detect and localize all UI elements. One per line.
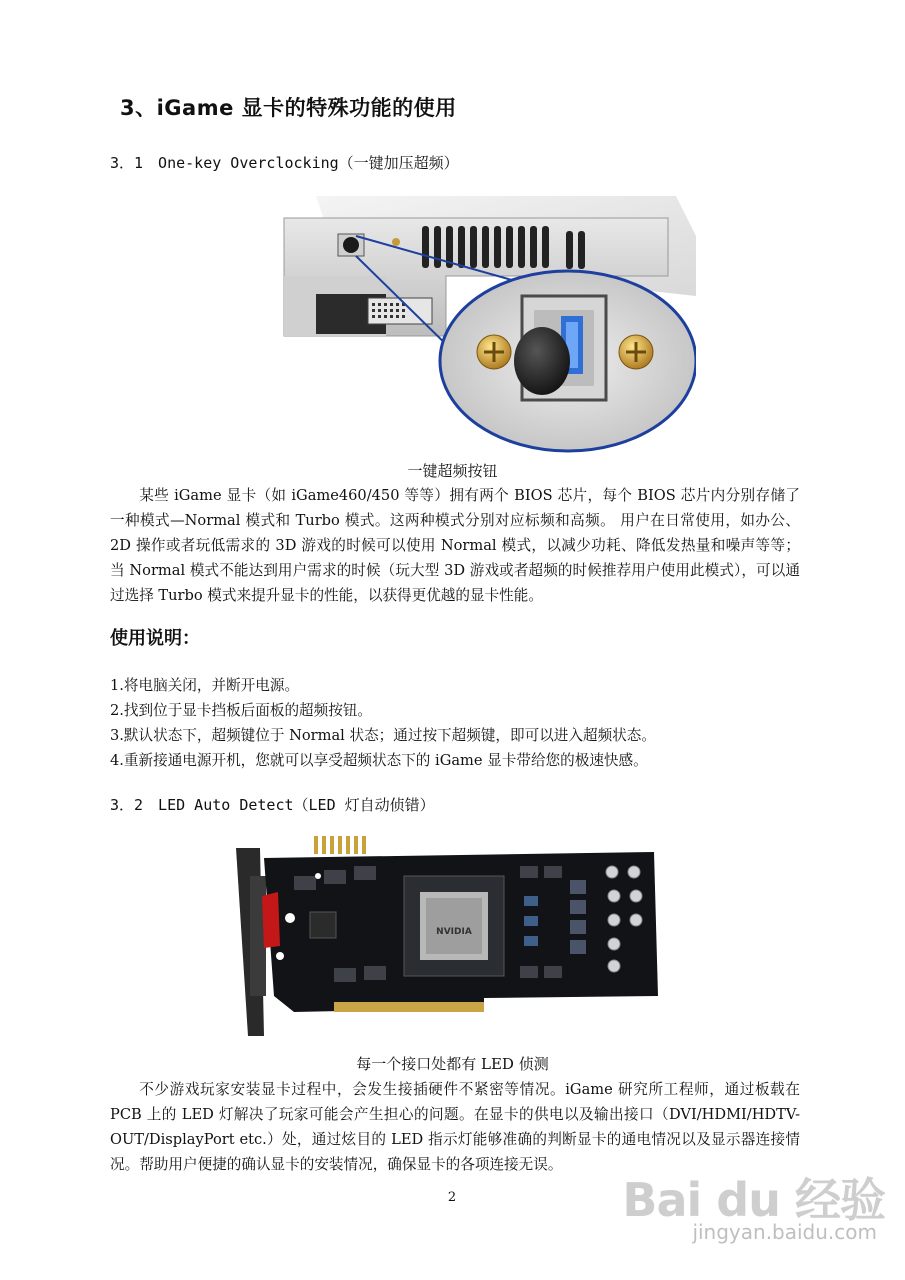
pcb-led-photo <box>234 836 674 1042</box>
page-heading: 3、iGame 显卡的特殊功能的使用 <box>120 96 457 120</box>
paragraph-led-detect-text: 不少游戏玩家安装显卡过程中，会发生接插硬件不紧密等情况。iGame 研究所工程师，通过板载在 PCB 上的 LED 灯解决了玩家可能会产生担心的问题。在显卡的供电以及输出接口（DVI/HDMI/HDTV-OUT/DisplayPort etc.）处，通过炫目的 LED 指示灯能够准确的判断显卡的通电情况以及显示器连接情况。帮助用户便捷的确认显卡的安装情况，确保显卡的各项连接无误。 <box>110 1081 800 1173</box>
overclock-button-photo <box>276 176 696 456</box>
section-title-led-detect: 3．2 LED Auto Detect（LED 灯自动侦错） <box>110 796 435 814</box>
watermark-url: jingyan.baidu.com <box>692 1220 877 1244</box>
page-number: 2 <box>447 1190 457 1205</box>
paragraph-overclocking <box>110 483 800 608</box>
instructions-title: 使用说明： <box>110 628 200 649</box>
figure-caption-led-detect: 每一个接口处都有 LED 侦测 <box>356 1055 549 1073</box>
list-item: 3.默认状态下，超频键位于 Normal 状态；通过按下超频键，即可以进入超频状态。 <box>110 727 656 744</box>
figure-caption-overclock-button: 一键超频按钮 <box>407 462 498 480</box>
list-item: 2.找到位于显卡挡板后面板的超频按钮。 <box>110 702 373 719</box>
watermark-logo: Bai du 经验 <box>622 1173 885 1227</box>
paragraph-overclocking-text: 某些 iGame 显卡（如 iGame460/450 等等）拥有两个 BIOS 芯片，每个 BIOS 芯片内分别存储了一种模式—Normal 模式和 Turbo 模式。这两种模式分别对应标频和高频。 用户在日常使用，如办公、2D 操作或者玩低需求的 3D 游戏的时候可以使用 Normal 模式，以减少功耗、降低发热量和噪声等等；当 Normal 模式不能达到用户需求的时候（玩大型 3D 游戏或者超频的时候推荐用户使用此模式），可以通过选择 Turbo 模式来提升显卡的性能，以获得更优越的显卡性能。 <box>110 487 800 604</box>
baidu-watermark <box>622 1142 885 1262</box>
section-title-overclocking: 3．1 One-key Overclocking（一键加压超频） <box>110 154 459 172</box>
instructions-list <box>110 673 810 773</box>
list-item: 1.将电脑关闭，并断开电源。 <box>110 677 300 694</box>
list-item: 4.重新接通电源开机，您就可以享受超频状态下的 iGame 显卡带给您的极速快感。 <box>110 752 648 769</box>
gpu-chip-label: NVIDIA <box>436 927 472 937</box>
